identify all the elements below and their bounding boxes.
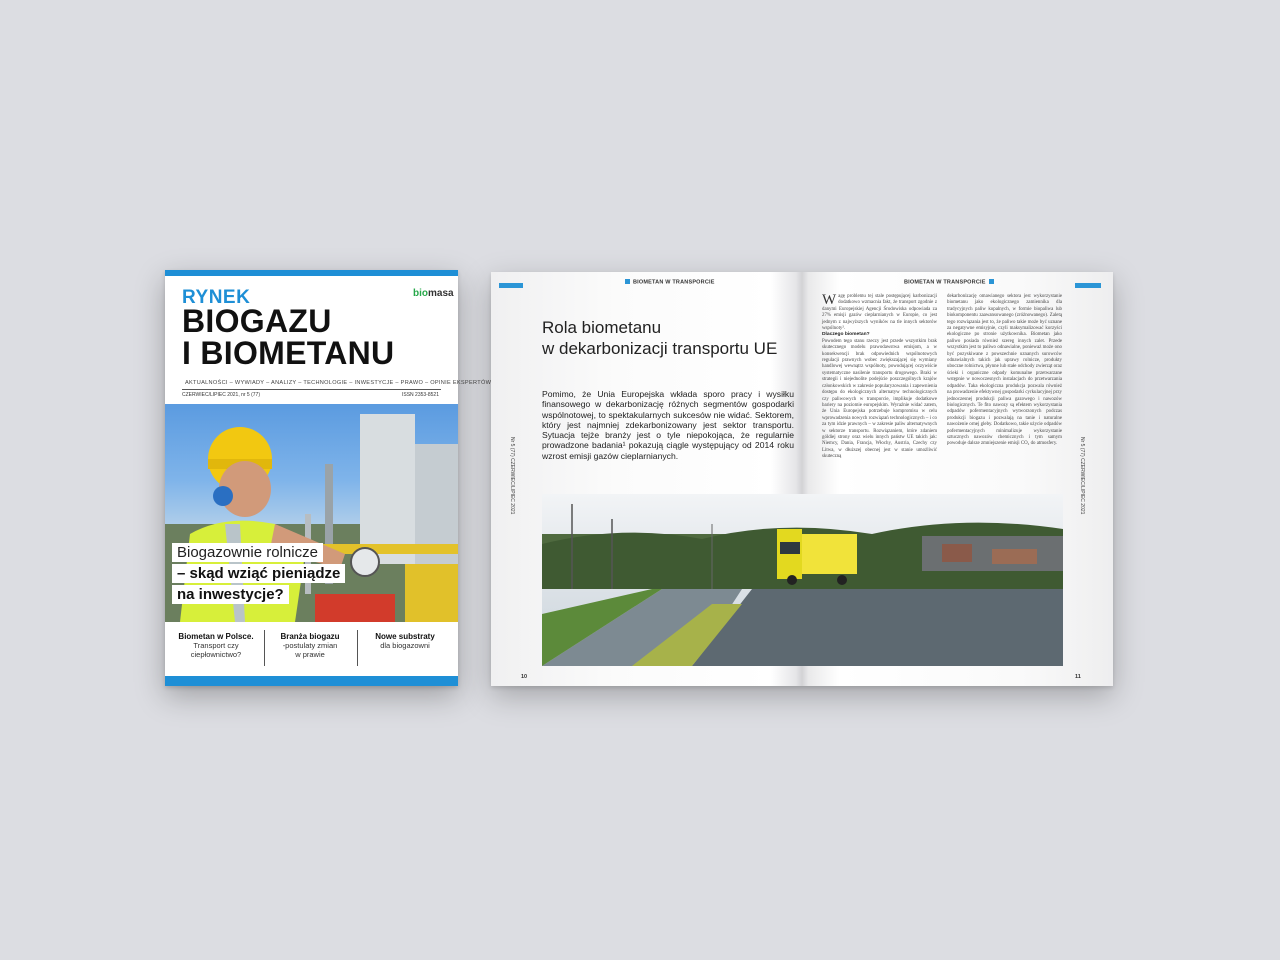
cover-bottom-bar xyxy=(165,676,458,686)
highway-illustration xyxy=(542,494,1063,666)
cover-subtitle: AKTUALNOŚCI – WYWIADY – ANALIZY – TECHNOLOGIE – INWESTYCJE – PRAWO – OPINIE EKSPERTÓW xyxy=(185,380,492,386)
body-column-2: dekarbonizację omawianego sektora jest wykorzystanie biometanu jako ekologicznego zamiennika dla tradycyjnych paliw kopalnych, w formie biopaliwa lub biokomponentu zaawansowanego (zróżnowanego). Zaletą tego rozwiązania jest to, że paliwo takie może być uznane za negatywne emisyjnie, czyli maksymalizować korzyści ekologiczne po stronie użytkownika. Biometan jako paliwo posiada również szereg innych zalet. Przede wszystkim jest to paliwo odnawialne, ponieważ może ono być pozyskiwane z powszechnie uznanych surowców odnawialnych takich jak uprawy rolnicze, produkty uboczne rolnictwa, płynne lub stałe odchody zwierząt oraz ścieki i organiczne odpady komunalne przetwarzane wstępnie w nowoczesnych instalacjach do przetwarzania odpadów. Taka ekologiczna produkcja pozwala również na prowadzenie efektywnej gospodarki cyrkulacyjnej przy jednoczesnej produkcji paliwa gazowego i nawozów biologicznych. Te fito nawozy są efektem wykorzystania odpadów pofermentacyjnych wytworzonych podczas produkcji biogazu i pozwalają na tanie i naturalne nawożenie ornej gleby. Dodatkowo, takie użycie odpadów pofermentacyjnych minimalizuje wykorzystanie sztucznych nawozów chemicznych i tym samym powoduje dalsze zmniejszenie emisji CO₂ do atmosfery. xyxy=(947,294,1062,447)
biomasa-logo: biomasa xyxy=(413,288,454,299)
cover-issue: CZERWIEC/LIPIEC 2021, nr 5 (77) xyxy=(182,392,260,398)
cover-rule xyxy=(182,389,441,390)
cover-title-line2: I BIOMETANU xyxy=(182,335,395,371)
right-page-accent xyxy=(1075,283,1101,288)
cover-photo-worker xyxy=(165,404,458,622)
section-label-left: BIOMETAN W TRANSPORCIE xyxy=(622,279,715,286)
cover-teaser-2: Branża biogazu -postulaty zmian w prawie xyxy=(280,632,340,659)
cover-title-line1: BIOGAZU xyxy=(182,303,332,339)
cover-teaser-divider xyxy=(357,630,358,666)
cover-top-bar xyxy=(165,270,458,276)
cover-teaser-divider xyxy=(264,630,265,666)
page-number-right: 11 xyxy=(1075,674,1081,680)
left-page-accent xyxy=(499,283,523,288)
section-label-right: BIOMETAN W TRANSPORCIE xyxy=(904,279,997,286)
cover-headline-line3: na inwestycje? xyxy=(172,585,289,604)
cover-teaser-1: Biometan w Polsce. Transport czy ciepłownictwo? xyxy=(178,632,254,659)
page-number-left: 10 xyxy=(521,674,528,680)
cover-issn: ISSN 2353-8521 xyxy=(402,392,439,398)
article-lead: Pomimo, że Unia Europejska wkłada sporo pracy i wysiłku finansowego w dekarbonizację różnych segmentów gospodarki wspólnotowej, to spektakularnych sukcesów nie widać. Sektorem, który jest najmniej zdekarbonizowany jest sektor transportu. Sytuacja tejże branży jest o tyle niepokojąca, że regularnie prowadzone badania¹ pokazują ciągle występujący od 2014 roku wzrost emisji gazów cieplarnianych. xyxy=(542,389,794,461)
page-runner-right: Nr 5 (77) CZERWIEC/LIPIEC 2021 xyxy=(1079,437,1085,515)
cover-headline-line1: Biogazownie rolnicze xyxy=(172,543,323,562)
body-column-1: Wagę problemu tej stale postępującej karbonizacji dodatkowo wzmacnia fakt, że transport zgodnie z danymi Europejskiej Agencji Środowiska odpowiada za 27% emisji gazów cieplarnianych w Europie, co jest jednym z najwyższych wyników na tle innych sektorów wspólnoty². Dlaczego biometan? Powodem tego stanu rzeczy jest przede wszystkim brak skutecznego modelu prawodawstwa emisjom, a w konsekwencji brak odpowiednich wspólnotowych regulacji prawnych wobec zwiększającej się wymiany handlowej wewnątrz wspólnoty, powodującej oczywiście systematyczne nasilenie transportu drogowego. Braki w strategii i niejednolite podejście poszczególnych krajów członkowskich w zakresie popularyzowania i zapewnienia dostępu do ekologicznych alternatyw technologicznych czy paliwowych w transporcie, implikuje dodatkowe bariery na poziomie europejskim. Wyraźnie widać zatem, że Unia Europejska potrzebuje kompromisu w celu wprowadzenia nowych rozwiązań technologicznych – i co za tym idzie prawnych – w zakresie paliw alternatywnych w sektorze transportu. Rozwiązaniem, które zdaniem góldiej strony oraz wielu innych państw UE takich jak: Niemcy, Dania, Francja, Włochy, Austria, Czechy czy Litwa, w dłuższej obecnej jest w stanie umożliwić skuteczną xyxy=(822,292,937,460)
cover-teasers xyxy=(165,622,458,676)
page-runner-left: Nr 5 (77) CZERWIEC/LIPIEC 2021 xyxy=(509,437,515,515)
cover-teaser-3: Nowe substraty dla biogazowni xyxy=(375,632,435,650)
article-title: Rola biometanu w dekarbonizacji transportu UE xyxy=(542,318,778,358)
truck-highway-photo xyxy=(542,494,1063,666)
magazine-spread xyxy=(491,272,1113,686)
cover-headline-line2: – skąd wziąć pieniądze xyxy=(172,564,345,583)
magazine-cover xyxy=(165,270,492,686)
cover-brand-line: RYNEK xyxy=(182,287,251,308)
